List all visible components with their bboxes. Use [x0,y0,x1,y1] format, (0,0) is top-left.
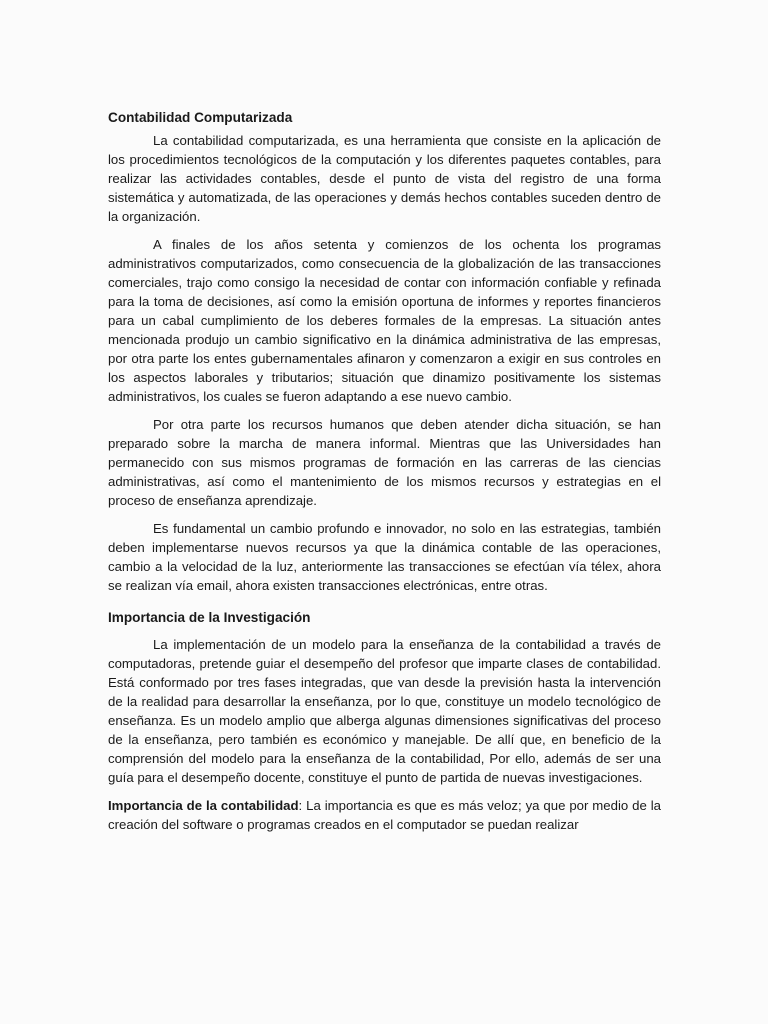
paragraph: La contabilidad computarizada, es una herramienta que consiste en la aplicación de los procedimientos tecnológicos de la computación y los diferentes paquetes contables, para realizar las actividades contables, desde el punto de vista del registro de una forma sistemática y automatizada, de las operaciones y demás hechos contables suceden dentro de la organización. [108,133,661,224]
paragraph: A finales de los años setenta y comienzos de los ochenta los programas administrativos computarizados, como consecuencia de la globalización de las transacciones comerciales, trajo como consigo la necesidad de contar con información confiable y refinada para la toma de decisiones, así como la emisión oportuna de informes y reportes financieros para un cabal cumplimiento de los deberes formales de la empresas. La situación antes mencionada produjo un cambio significativo en la dinámica administrativa de las empresas, por otra parte los entes gubernamentales afinaron y comenzaron a exigir en sus controles en los aspectos laborales y tributarios; situación que dinamizo positivamente los sistemas administrativos, los cuales se fueron adaptando a ese nuevo cambio. [108,237,661,404]
paragraph: Es fundamental un cambio profundo e innovador, no solo en las estrategias, también deben implementarse nuevos recursos ya que la dinámica contable de las operaciones, cambio a la velocidad de la luz, anteriormente las transacciones se efectúan vía télex, ahora se realizan vía email, ahora existen transacciones electrónicas, entre otras. [108,521,661,593]
paragraph-lead: Importancia de la contabilidad [108,798,299,813]
section-title: Contabilidad Computarizada [108,110,293,125]
section-title: Importancia de la Investigación [108,610,311,625]
final-paragraph [108,796,661,834]
document-page [108,109,661,843]
paragraph: La implementación de un modelo para la enseñanza de la contabilidad a través de computadoras, pretende guiar el desempeño del profesor que imparte clases de contabilidad. Está conformado por tres fases integradas, que van desde la previsión hasta la intervención de la realidad para desarrollar la enseñanza, por lo que, constituye un modelo tecnológico de enseñanza. Es un modelo amplio que alberga algunas dimensiones significativas del proceso de la enseñanza, pero también es económico y manejable. De allí que, en beneficio de la comprensión del modelo para la enseñanza de la contabilidad, Por ello, además de ser una guía para el desempeño docente, constituye el punto de partida de nuevas investigaciones. [108,637,661,785]
paragraph: Por otra parte los recursos humanos que deben atender dicha situación, se han preparado sobre la marcha de manera informal. Mientras que las Universidades han permanecido con sus mismos programas de formación en las carreras de las ciencias administrativas, así como el mantenimiento de los mismos recursos y estrategias en el proceso de enseñanza aprendizaje. [108,417,661,508]
paragraph-text: : La importancia es que es más veloz; ya que por medio de la creación del software o programas creados en el computador se puedan realizar [108,798,661,832]
